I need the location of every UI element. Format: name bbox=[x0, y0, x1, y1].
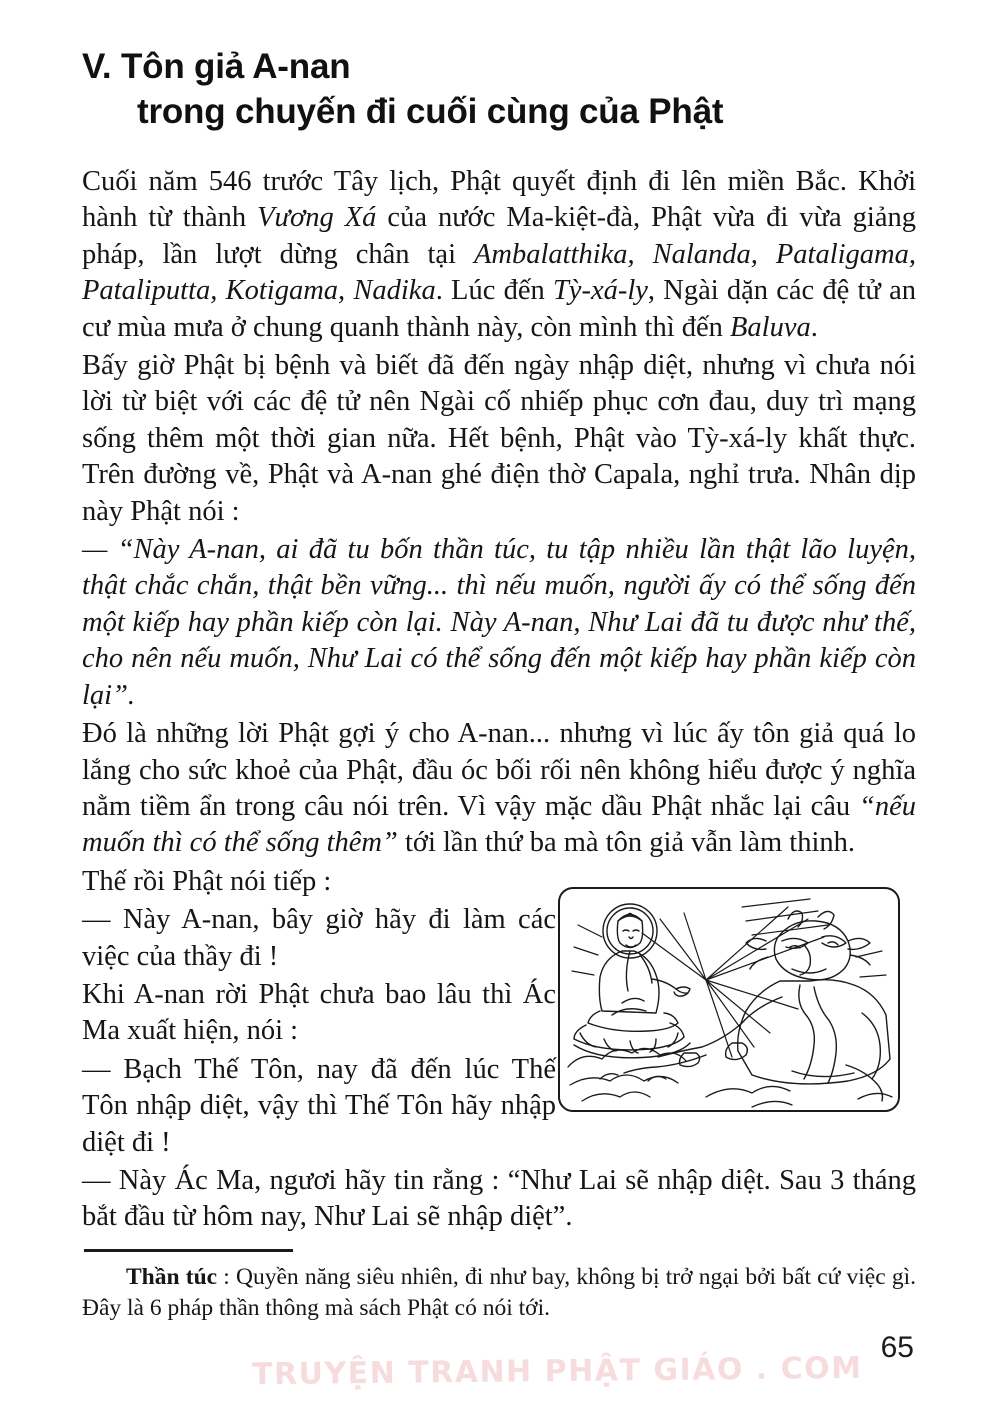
p1-part-5: . bbox=[810, 311, 818, 343]
p4-italic-1: “nếu muốn thì có thể sống thêm” bbox=[82, 790, 916, 859]
paragraph-9: — Này Ác Ma, ngươi hãy tin rằng : “Như Lai sẽ nhập diệt. Sau 3 tháng bắt đầu từ hôm nay, Như Lai sẽ nhập diệt”. bbox=[82, 1164, 916, 1233]
p4-part-2: tới lần thứ ba mà tôn giả vẫn làm thinh. bbox=[397, 827, 856, 859]
footnote-term: Thần túc bbox=[126, 1264, 218, 1290]
p1-part-3: . Lúc đến bbox=[435, 275, 553, 307]
watermark: TRUYỆN TRANH PHẬT GIÁO . COM bbox=[251, 1350, 863, 1393]
mara-ear-right bbox=[848, 938, 870, 949]
p1-part-4: , Ngài dặn các đệ tử an cư mùa mưa ở chung quanh thành này, còn mình thì đến bbox=[82, 275, 916, 343]
mara-sash bbox=[799, 985, 814, 1079]
p4-part-1: Đó là những lời Phật gợi ý cho A-nan... nhưng vì lúc ấy tôn giả quá lo lắng cho sức khoẻ của Phật, đầu óc bối rối nên không hiểu được ý nghĩa nằm tiềm ẩn trong câu nói trên. Vì vậy mặc dầu Phật nhắc lại câu bbox=[82, 718, 916, 822]
mara-ear-left bbox=[746, 938, 766, 949]
illustration-buddha-and-mara bbox=[556, 885, 902, 1114]
paragraph-6: — Này A-nan, bây giờ hãy đi làm các việc của thầy đi ! bbox=[82, 904, 556, 972]
paragraph-8: — Bạch Thế Tôn, nay đã đến lúc Thế Tôn nhập diệt, vậy thì Thế Tôn hãy nhập diệt đi ! bbox=[82, 1053, 556, 1158]
p1-italic-1: Vương Xá bbox=[257, 202, 377, 234]
mara-demon-figure bbox=[624, 911, 890, 1101]
paragraph-5: Thế rồi Phật nói tiếp : bbox=[82, 865, 332, 897]
mara-hand-wrist bbox=[680, 1053, 700, 1067]
buddha-halo bbox=[603, 904, 657, 958]
paragraph-3-buddha-quote: — “Này A-nan, ai đã tu bốn thần túc, tu tập nhiều lần thật lão luyện, thật chắc chắn, thật bền vững... thì nếu muốn, người ấy có thể sống đến một kiếp hay phần kiếp còn lại. Này A-nan, Như Lai đã tu được như thế, cho nên nếu muốn, Như Lai có thể sống đến một kiếp hay phần kiếp còn lại”. bbox=[82, 534, 916, 711]
footnote-text: : Quyền năng siêu nhiên, đi như bay, không bị trở ngại bởi bất cứ việc gì. Đây là 6 pháp thần thông mà sách Phật có nói tới. bbox=[82, 1264, 916, 1321]
mara-back bbox=[862, 1013, 880, 1079]
page-number: 65 bbox=[880, 1331, 914, 1364]
buddha-lap bbox=[588, 1011, 678, 1031]
paragraph-1 bbox=[82, 164, 916, 346]
buddha-figure bbox=[574, 904, 690, 1058]
lotus-throne bbox=[574, 1023, 684, 1050]
paragraph-2: Bấy giờ Phật bị bệnh và biết đã đến ngày nhập diệt, nhưng vì chưa nói lời từ biệt với các đệ tử nên Ngài cố nhiếp phục cơn đau, duy trì mạng sống thêm một thời gian nữa. Hết bệnh, Phật vào Tỳ-xá-ly khất thực. Trên đường về, Phật và A-nan ghé điện thờ Capala, nghỉ trưa. Nhân dịp này Phật nói : bbox=[82, 350, 916, 527]
p1-italic-4: Baluva bbox=[730, 311, 811, 343]
p1-part-1: Cuối năm 546 trước Tây lịch, Phật quyết định đi lên miền Bắc. Khởi hành từ thành bbox=[82, 166, 916, 234]
p1-italic-3: Tỳ-xá-ly bbox=[552, 275, 648, 307]
footnote bbox=[82, 1262, 916, 1324]
title-line-2: trong chuyến đi cuối cùng của Phật bbox=[137, 92, 724, 131]
footnote-separator-rule bbox=[84, 1249, 293, 1252]
paragraph-4 bbox=[82, 716, 916, 862]
buddha-robe bbox=[599, 951, 659, 1013]
paragraph-7: Khi A-nan rời Phật chưa bao lâu thì Ác Ma xuất hiện, nói : bbox=[82, 978, 556, 1047]
p1-italic-2: Ambalatthika, Nalanda, Pataligama, Pataliputta, Kotigama, Nadika bbox=[82, 238, 916, 307]
mara-eye-left bbox=[782, 938, 808, 948]
title-line-1: V. Tôn giả A-nan bbox=[82, 47, 351, 86]
mara-mouth bbox=[792, 969, 826, 973]
page-title bbox=[82, 44, 922, 134]
p1-part-2: của nước Ma-kiệt-đà, Phật vừa đi vừa giảng pháp, lần lượt dừng chân tại bbox=[82, 202, 916, 270]
